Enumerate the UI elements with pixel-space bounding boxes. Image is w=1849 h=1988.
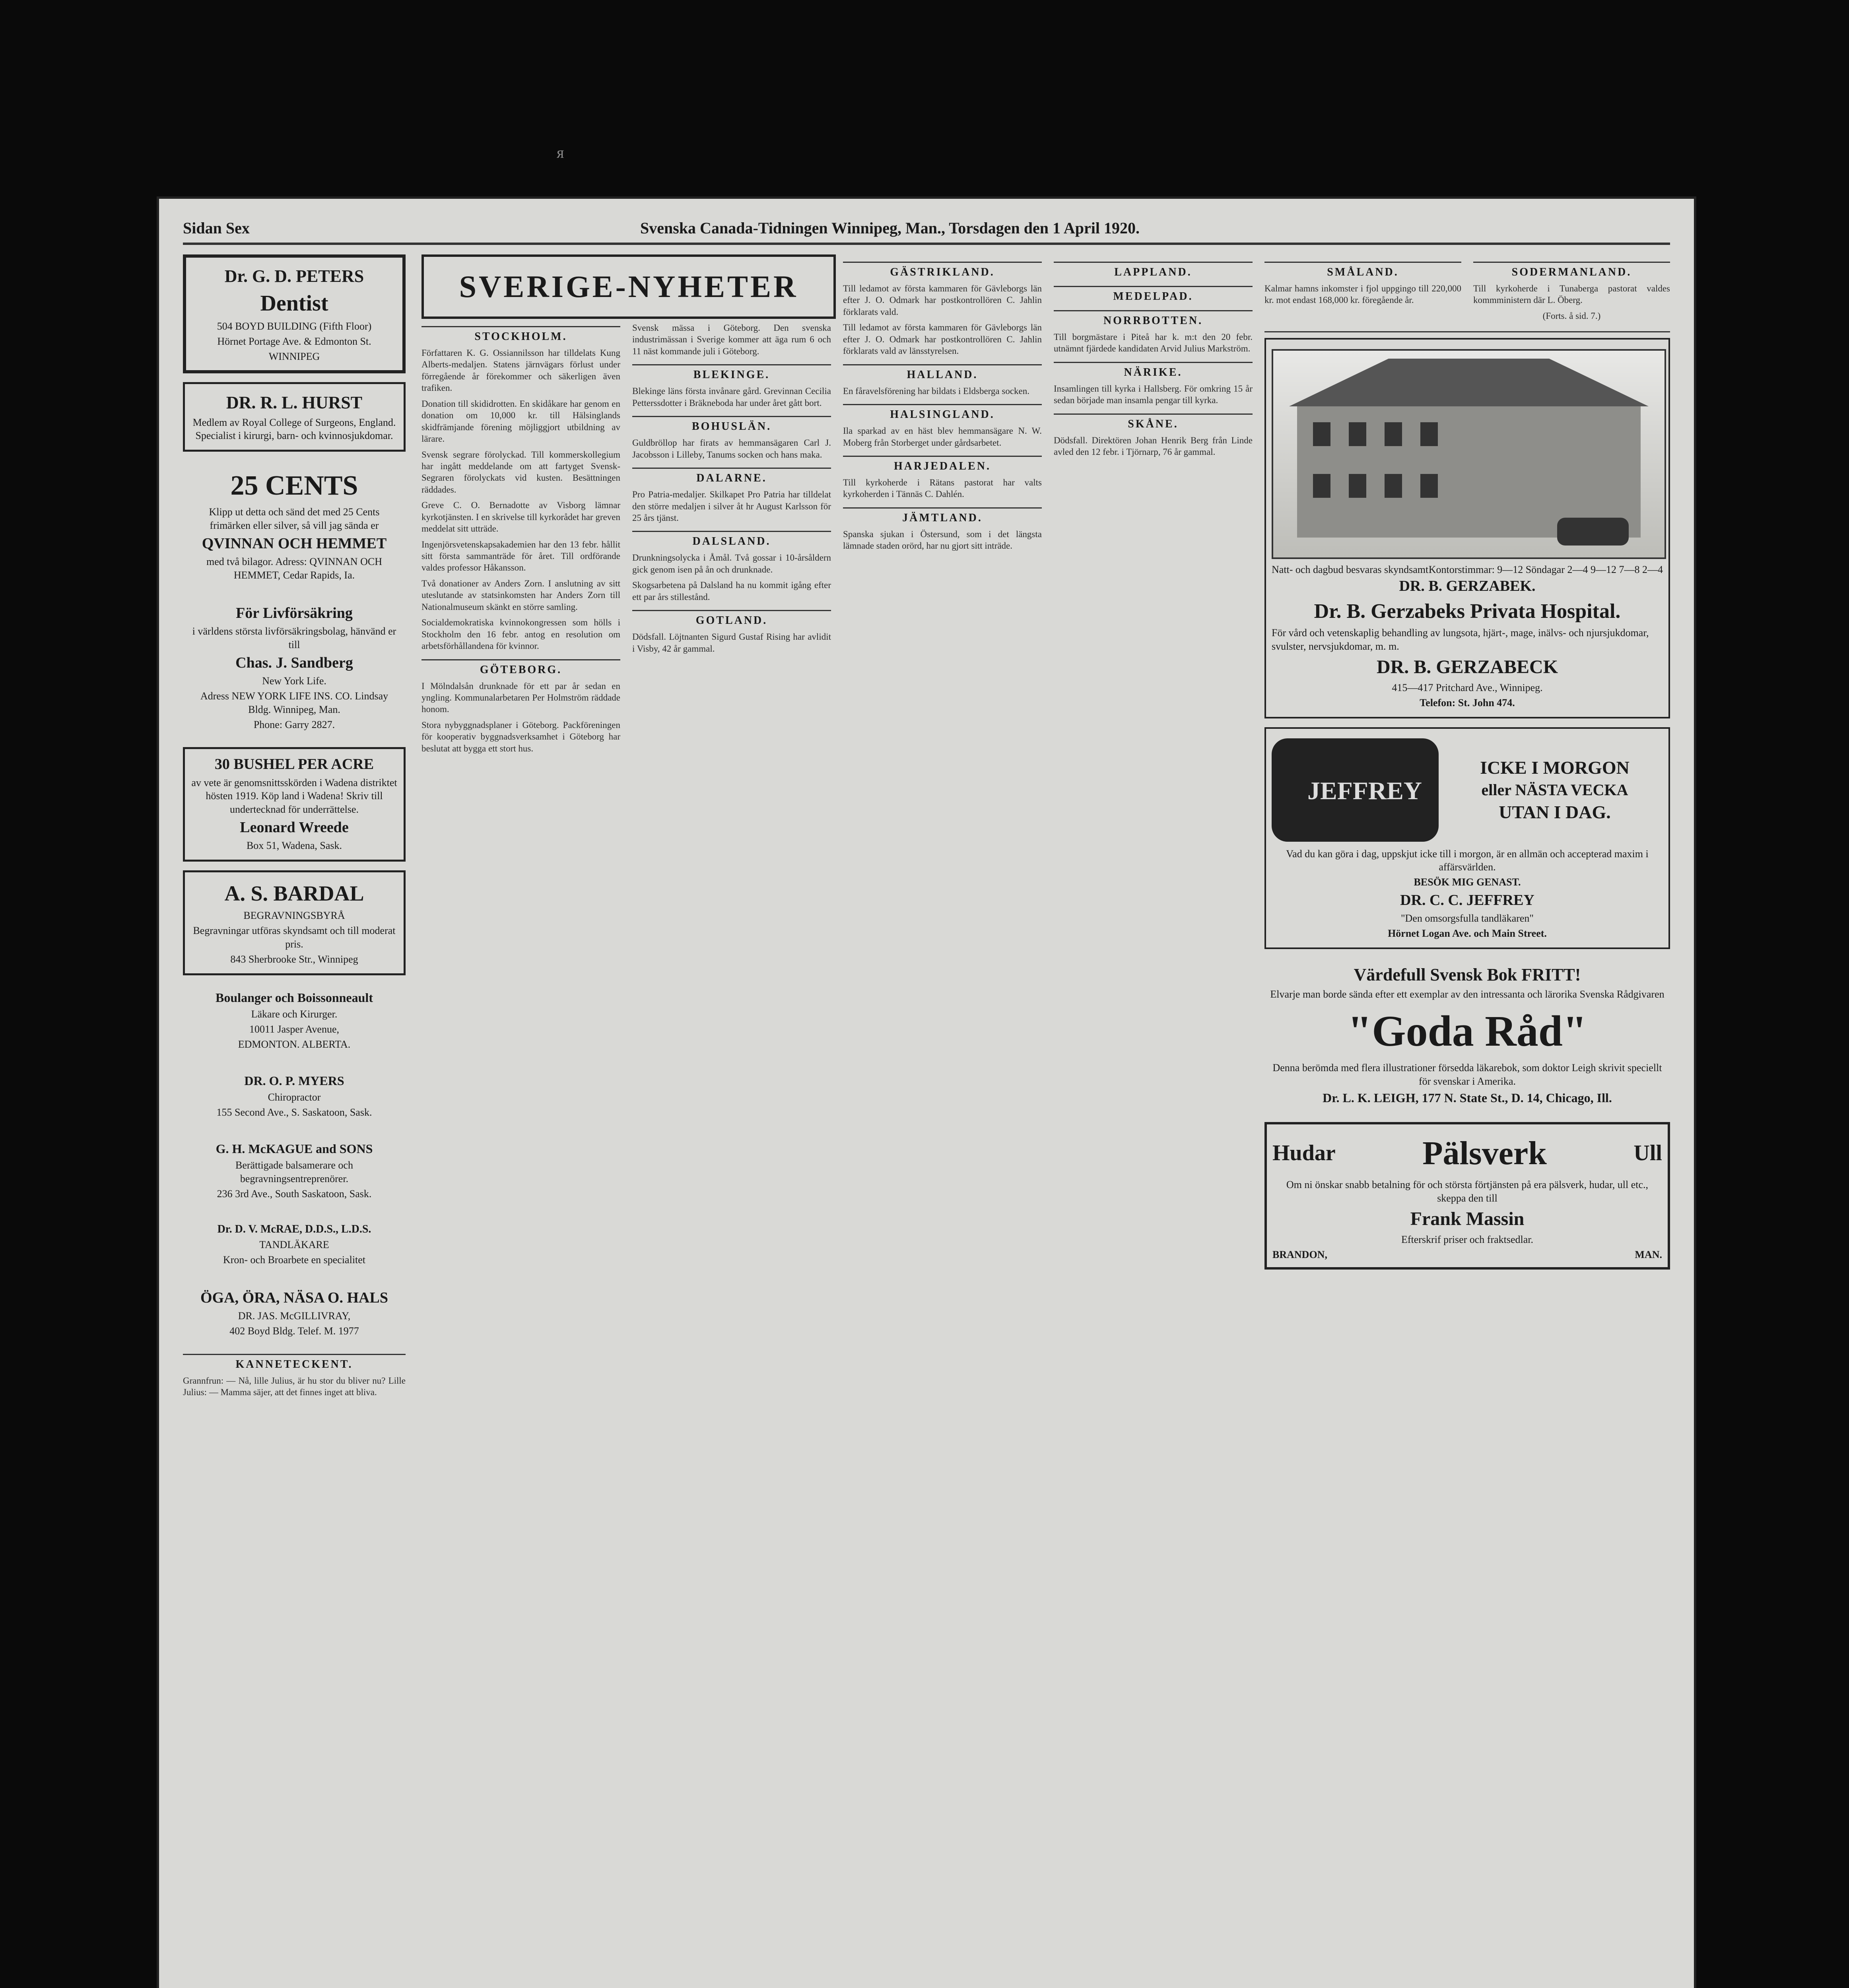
article: Drunkningsolycka i Åmål. Två gossar i 10-årsåldern gick genom isen på ån och drunknade. (632, 553, 831, 575)
ad-insurance (183, 598, 406, 739)
article: Till kyrkoherde i Tunaberga pastorat valdes kommministern där L. Öberg. (1473, 283, 1670, 305)
ad-insurance-name: Chas. J. Sandberg (235, 654, 353, 671)
ad-boulanger-addr: 10011 Jasper Avenue, (249, 1023, 339, 1035)
hospital-caption-right: Kontorstimmar: 9—12 Söndagar 2—4 9—12 7—8 2—4 (1428, 564, 1663, 576)
section-dalsland: DALSLAND. (632, 531, 831, 548)
section-blekinge: BLEKINGE. (632, 364, 831, 381)
ad-insurance-addr: Adress NEW YORK LIFE INS. CO. Lindsay Bldg. Winnipeg, Man. (200, 690, 388, 715)
article: Till ledamot av första kammaren för Gävleborgs län efter J. O. Odmark har postkontrollören C. Jahlin förklarats vald av länsstyrelsen. (843, 322, 1042, 356)
ad-hals-doc: DR. JAS. McGILLIVRAY, (238, 1310, 351, 1322)
ad-cents-text: Klipp ut detta och sänd det med 25 Cents frimärken eller silver, så vill jag sända er (209, 506, 380, 531)
ad-bushel-name: Leonard Wreede (240, 819, 349, 836)
ad-peters-role: Dentist (260, 291, 328, 316)
section-bohuslan: BOHUSLÄN. (632, 416, 831, 433)
article: Socialdemokratiska kvinnokongressen som hölls i Stockholm den 16 febr. antog en resolution om arbetsförhållandena för kvinnor. (421, 617, 620, 651)
hospital-name: DR. B. GERZABECK (1376, 656, 1558, 678)
ad-jeffrey (1264, 727, 1670, 949)
article: Greve C. O. Bernadotte av Visborg lämnar kyrkotjänsten. I en skrivelse till kyrkorådet har greven meddelat sitt utträde. (421, 500, 620, 534)
jeffrey-logo: JEFFREY (1272, 738, 1439, 842)
ad-kanne-title: KANNETECKENT. (183, 1354, 406, 1371)
masthead: SVERIGE-NYHETER (421, 254, 836, 319)
ads-column (183, 254, 406, 1988)
scan-mark: ᴙ (557, 144, 564, 161)
pals-name: Frank Massin (1410, 1208, 1525, 1229)
article: Dödsfall. Direktören Johan Henrik Berg från Linde avled den 12 febr. i Tjörnarp, 76 år gammal. (1054, 435, 1253, 457)
section-skane: SKÅNE. (1054, 414, 1253, 431)
page-header (183, 215, 1670, 245)
continued-note: (Forts. å sid. 7.) (1542, 311, 1601, 321)
section-smaland: SMÅLAND. (1264, 262, 1461, 279)
section-medelpad: MEDELPAD. (1054, 286, 1253, 303)
news-column-4 (843, 254, 1042, 1988)
section-narike: NÄRIKE. (1054, 362, 1253, 379)
article: Till ledamot av första kammaren för Gävleborgs län efter J. O. Odmark har postkontrollören C. Jahlin förklarats vald. (843, 283, 1042, 317)
article: Ingenjörsvetenskapsakademien har den 13 febr. hållit sitt första sammanträde för året. Till ordförande valdes professor Håkansson. (421, 539, 620, 573)
jeffrey-text: Vad du kan göra i dag, uppskjut icke till i morgon, är en allmän och accepterad maxim i affärsvärlden. (1286, 848, 1649, 873)
ad-peters-name: Dr. G. D. PETERS (224, 266, 364, 286)
ad-myers-addr: 155 Second Ave., S. Saskatoon, Sask. (216, 1107, 372, 1118)
newspaper-title: Svenska Canada-Tidningen Winnipeg, Man., Torsdagen den 1 April 1920. (640, 219, 1140, 237)
ad-hospital (1264, 338, 1670, 718)
article: Donation till skididrotten. En skidåkare har genom en donation om 10,000 kr. till Hälsinglands skidfrämjande förening möjliggjort utbildning av lärare. (421, 398, 620, 444)
jeffrey-name: DR. C. C. JEFFREY (1400, 892, 1534, 909)
goda-title: Värdefull Svensk Bok FRITT! (1354, 965, 1581, 985)
section-dalarne: DALARNE. (632, 468, 831, 485)
ad-hals-name: ÖGA, ÖRA, NÄSA O. HALS (200, 1289, 388, 1306)
article: Till kyrkoherde i Rätans pastorat har valts kyrkoherden i Tännäs C. Dahlén. (843, 477, 1042, 499)
ad-bardal (183, 870, 406, 975)
section-goteborg: GÖTEBORG. (421, 659, 620, 676)
ad-boulanger-role: Läkare och Kirurger. (251, 1008, 338, 1020)
newspaper-page (159, 199, 1694, 1988)
article: Författaren K. G. Ossiannilsson har tilldelats Kung Alberts-medaljen. Statens järnvägars förlust under förregående år förekommer och säkerligen även trafiken. (421, 348, 620, 393)
article: I Mölndalsån drunknade för ett par år sedan en yngling. Kommunalarbetaren Per Holmström räddade honom. (421, 681, 620, 714)
ad-bardal-name: A. S. BARDAL (224, 881, 364, 906)
goda-addr: Dr. L. K. LEIGH, 177 N. State St., D. 14, Chicago, Ill. (1323, 1090, 1612, 1105)
article: En fåravelsförening har bildats i Eldsberga socken. (843, 386, 1030, 396)
ad-insurance-company: New York Life. (262, 675, 326, 687)
article: Pro Patria-medaljer. Skilkapet Pro Patria har tilldelat den större medaljen i silver åt hr August Karlsson för 25 års tjänst. (632, 489, 831, 523)
ad-peters (183, 254, 406, 373)
goda-sub: Elvarje man borde sända efter ett exemplar av den intressanta och lärorika Svenska Rådgivaren (1270, 988, 1664, 1000)
section-norrbotten: NORRBOTTEN. (1054, 310, 1253, 327)
ad-cents-title: QVINNAN OCH HEMMET (202, 535, 387, 552)
ad-hals-addr: 402 Boyd Bldg. Telef. M. 1977 (229, 1325, 359, 1337)
ad-insurance-title: För Livförsäkring (236, 604, 353, 621)
ad-bardal-text: Begravningar utföras skyndsamt och till moderat pris. (193, 925, 396, 950)
pals-sub: Efterskrif priser och fraktsedlar. (1401, 1234, 1534, 1246)
jeffrey-line3: UTAN I DAG. (1499, 802, 1611, 822)
section-halland: HALLAND. (843, 364, 1042, 381)
section-sodermanland: SODERMANLAND. (1473, 262, 1670, 279)
ad-bardal-role: BEGRAVNINGSBYRÅ (243, 910, 345, 922)
hospital-phone: Telefon: St. John 474. (1420, 697, 1515, 709)
ad-mckague-name: G. H. McKAGUE and SONS (216, 1141, 373, 1156)
article: Ila sparkad av en häst blev hemmansägare N. W. Moberg från Storberget under gårdsarbetet. (843, 426, 1042, 448)
ad-peters-addr2: Hörnet Portage Ave. & Edmonton St. (217, 335, 371, 347)
ad-hurst-text: Medlem av Royal College of Surgeons, England. Specialist i kirurgi, barn- och kvinnosjukdomar. (192, 416, 396, 442)
article: Kalmar hamns inkomster i fjol uppgingo till 220,000 kr. mot endast 168,000 kr. föregående år. (1264, 283, 1461, 305)
ad-cents-text2: med två bilagor. Adress: QVINNAN OCH HEMMET, Cedar Rapids, Ia. (206, 556, 382, 581)
ad-bushel-addr: Box 51, Wadena, Sask. (246, 840, 342, 852)
article: Dödsfall. Löjtnanten Sigurd Gustaf Rising har avlidit i Visby, 42 år gammal. (632, 632, 831, 654)
section-gastrikland: GÄSTRIKLAND. (843, 262, 1042, 279)
section-harjedalen: HARJEDALEN. (843, 456, 1042, 473)
ad-mcrae (183, 1217, 406, 1274)
ad-cents (183, 460, 406, 589)
ad-insurance-phone: Phone: Garry 2827. (253, 718, 335, 730)
article: Skogsarbetena på Dalsland ha nu kommit igång efter ett par års stillestånd. (632, 580, 831, 602)
ad-boulanger (183, 984, 406, 1058)
ad-mckague (183, 1135, 406, 1208)
ad-myers-name: DR. O. P. MYERS (244, 1073, 344, 1088)
jeffrey-visit: BESÖK MIG GENAST. (1414, 876, 1521, 888)
hospital-caption-left: Natt- och dagbud besvaras skyndsamt (1272, 564, 1429, 576)
section-stockholm: STOCKHOLM. (421, 326, 620, 343)
jeffrey-line1: ICKE I MORGON (1480, 757, 1630, 778)
hospital-title: Dr. B. Gerzabeks Privata Hospital. (1314, 600, 1621, 623)
ad-myers-role: Chiropractor (268, 1091, 321, 1103)
section-lappland: LAPPLAND. (1054, 262, 1253, 279)
jeffrey-sub: "Den omsorgsfulla tandläkaren" (1400, 912, 1534, 924)
section-jamtland: JÄMTLAND. (843, 507, 1042, 524)
ad-mckague-addr: 236 3rd Ave., South Saskatoon, Sask. (217, 1188, 372, 1200)
ad-mcrae-addr: Kron- och Broarbete en specialitet (223, 1254, 366, 1266)
ad-bushel-text: av vete är genomsnittsskörden i Wadena distriktet hösten 1919. Köp land i Wadena! Skriv till undertecknad för underrättelse. (191, 777, 397, 815)
ad-myers (183, 1067, 406, 1126)
ad-insurance-text: i världens största livförsäkringsbolag, hänvänd er till (192, 625, 396, 650)
hospital-addr: 415—417 Pritchard Ave., Winnipeg. (1392, 682, 1543, 694)
ad-hurst-name: DR. R. L. HURST (226, 393, 363, 413)
jeffrey-addr: Hörnet Logan Ave. och Main Street. (1388, 928, 1547, 940)
goda-text: Denna berömda med flera illustrationer försedda läkarebok, som doktor Leigh skrivit speciellt för svenskar i Amerika. (1272, 1062, 1662, 1087)
article: Två donationer av Anders Zorn. I anslutning av sitt uteslutande av statsinkomsten har Anders Zorn till Nationalmuseum skänkt en större samling. (421, 578, 620, 612)
section-gotland: GOTLAND. (632, 610, 831, 627)
page-number: Sidan Sex (183, 219, 250, 237)
article: Blekinge läns första invånare gård. Grevinnan Cecilia Petterssdotter i Bräkneboda har under året gått bort. (632, 386, 831, 408)
ad-hurst (183, 382, 406, 452)
ad-mcrae-name: Dr. D. V. McRAE, D.D.S., L.D.S. (217, 1223, 371, 1235)
ad-kanne-text: Grannfrun: — Nå, lille Julius, är hu stor du bliver nu? Lille Julius: — Mamma säjer, att det finnes inget att bliva. (183, 1375, 406, 1398)
ad-peters-addr: 504 BOYD BUILDING (Fifth Floor) (217, 320, 372, 332)
jeffrey-line2: eller NÄSTA VECKA (1481, 780, 1628, 799)
news-column-3 (632, 322, 831, 1988)
news-column-5 (1054, 254, 1253, 1988)
article: Till borgmästare i Piteå har k. m:t den 20 febr. utnämnt fjärdede kandidaten Arvid Julius Markström. (1054, 332, 1253, 354)
article: Spanska sjukan i Östersund, som i det längsta lämnade staden orörd, har nu gjort sitt inträde. (843, 529, 1042, 551)
ad-cents-big: 25 CENTS (230, 470, 358, 501)
ad-boulanger-city: EDMONTON. ALBERTA. (238, 1038, 351, 1050)
pals-right: Ull (1633, 1141, 1662, 1166)
goda-book: "Goda Råd" (1348, 1007, 1587, 1056)
ad-peters-city: WINNIPEG (268, 350, 320, 362)
pals-city: BRANDON, (1272, 1249, 1327, 1261)
ad-boulanger-title: Boulanger och Boissonneault (216, 990, 373, 1005)
ad-bardal-addr: 843 Sherbrooke Str., Winnipeg (230, 953, 358, 965)
ad-bushel (183, 747, 406, 862)
hospital-text: För vård och vetenskaplig behandling av lungsota, hjärt-, mage, inälvs- och njursjukdomar, svulster, nervsjukdomar, m. m. (1272, 627, 1649, 652)
hospital-photo (1272, 349, 1666, 559)
article: Insamlingen till kyrka i Hallsberg. För omkring 15 år sedan började man insamla pengar till kyrka. (1054, 383, 1253, 406)
ad-mckague-text: Berättigade balsamerare och begravningsentreprenörer. (235, 1159, 353, 1185)
article: Guldbröllop har firats av hemmansägaren Carl J. Jacobsson i Lilleby, Tanums socken och hans maka. (632, 438, 831, 460)
pals-text: Om ni önskar snabb betalning för och största förtjänsten på era pälsverk, hudar, ull etc., skeppa den till (1286, 1179, 1649, 1204)
ad-bushel-title: 30 BUSHEL PER ACRE (214, 756, 374, 773)
ad-goda-rad (1264, 958, 1670, 1113)
article: Stora nybyggnadsplaner i Göteborg. Packföreningen för kooperativ byggnadsverksamhet i Göteborg har beslutat att bygga ett stort hus. (421, 720, 620, 753)
article: Svensk segrare förolyckad. Till kommerskollegium har ingått meddelande om att fartyget Svensk-Segraren förolyckats vid kusten. Besättningen räddades. (421, 449, 620, 495)
pals-title: Pälsverk (1422, 1135, 1547, 1172)
car-shape (1557, 518, 1629, 546)
hospital-doc: DR. B. GERZABEK. (1399, 578, 1536, 595)
ad-palsverk (1264, 1122, 1670, 1270)
ad-hals (183, 1283, 406, 1345)
right-block (1264, 254, 1670, 1988)
ad-mcrae-role: TANDLÄKARE (259, 1239, 329, 1251)
pals-left: Hudar (1272, 1141, 1336, 1166)
pals-prov: MAN. (1635, 1249, 1662, 1261)
section-halsingland: HALSINGLAND. (843, 404, 1042, 421)
article: Svensk mässa i Göteborg. Den svenska industrimässan i Sverige kommer att äga rum 6 och 11 näst kommande juli i Göteborg. (632, 323, 831, 356)
